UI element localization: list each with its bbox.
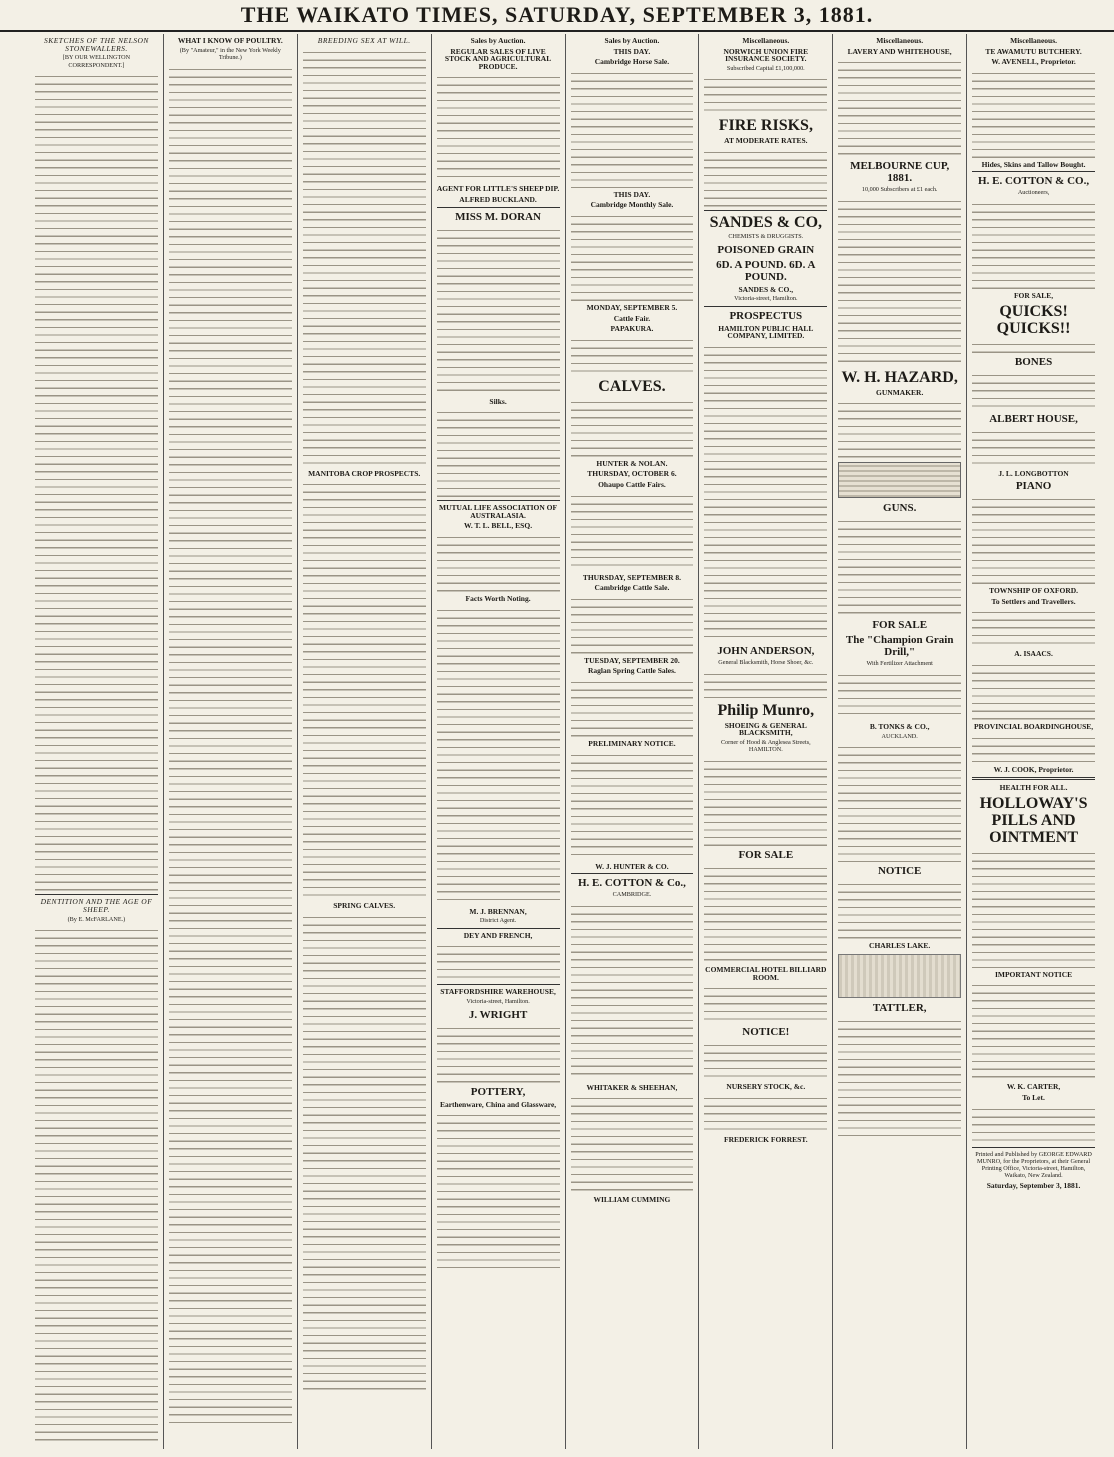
ad-heading: MELBOURNE CUP, 1881.	[850, 160, 950, 185]
ad-body	[704, 863, 827, 963]
ad-heading: ALBERT HOUSE,	[989, 412, 1078, 425]
ad-heading: PROSPECTUS	[729, 309, 803, 322]
horse-illustration	[838, 954, 961, 998]
divider	[972, 777, 1095, 780]
sale-title: PRELIMINARY NOTICE.	[588, 738, 676, 748]
ad-subheading: HAMILTON PUBLIC HALL COMPANY, LIMITED.	[718, 323, 814, 341]
ad-body	[972, 339, 1095, 353]
ad-body	[571, 594, 694, 654]
ad-body	[972, 427, 1095, 467]
sale-title: Cattle Fair.	[613, 313, 651, 323]
sale-date: TUESDAY, SEPTEMBER 20.	[584, 655, 680, 665]
ad-address: Corner of Hood & Anglesea Streets, HAMILTON.	[720, 738, 811, 754]
ad-body	[437, 941, 560, 981]
ad-heading: FIRE RISKS,	[718, 117, 813, 135]
ad-heading: GUNS.	[883, 502, 917, 515]
ad-body	[704, 1040, 827, 1080]
ad-body	[437, 72, 560, 182]
divider	[972, 171, 1095, 172]
sale-date: THIS DAY.	[613, 46, 651, 56]
ad-signature: M. J. BRENNAN,	[469, 906, 527, 916]
ad-body	[704, 983, 827, 1023]
ad-heading: FOR SALE,	[1013, 290, 1054, 300]
ad-body	[704, 756, 827, 846]
ad-body	[571, 491, 694, 571]
ad-heading: HOLLOWAY'S PILLS AND OINTMENT	[979, 794, 1088, 846]
ad-body	[972, 980, 1095, 1080]
ad-signature: ALFRED BUCKLAND.	[459, 194, 537, 204]
ad-subheading: With Fertilizer Attachment	[866, 660, 933, 668]
ad-signature: FREDERICK FORREST.	[724, 1134, 808, 1144]
ad-body	[972, 848, 1095, 968]
ad-signature: W. AVENELL, Proprietor.	[991, 57, 1076, 67]
ad-heading: TE AWAMUTU BUTCHERY.	[985, 46, 1082, 56]
ad-body	[437, 532, 560, 592]
sale-date: THIS DAY.	[613, 189, 651, 199]
column-1	[30, 34, 164, 1449]
divider	[437, 500, 560, 501]
divider	[35, 894, 158, 895]
ad-body	[838, 742, 961, 862]
sale-title: Raglan Spring Cattle Sales.	[587, 666, 676, 676]
ad-signature: District Agent.	[479, 917, 517, 925]
ad-price: 6D. A POUND. 6D. A POUND.	[716, 258, 816, 283]
ad-body	[972, 607, 1095, 647]
section-heading: Miscellaneous.	[1010, 36, 1057, 45]
ad-body	[838, 196, 961, 366]
ad-heading: HEALTH FOR ALL.	[999, 783, 1068, 793]
ad-heading: DEY AND FRENCH,	[463, 930, 533, 940]
ad-subheading: 10,000 Subscribers at £1 each.	[861, 186, 938, 194]
ad-body	[571, 1093, 694, 1193]
ad-body	[972, 660, 1095, 720]
ad-body	[437, 605, 560, 905]
column-7	[833, 34, 967, 1449]
ad-body	[571, 68, 694, 188]
ad-subheading: CHEMISTS & DRUGGISTS.	[728, 232, 804, 240]
article-byline: [BY OUR WELLINGTON CORRESPONDENT.]	[62, 54, 131, 69]
sale-title: Cambridge Monthly Sale.	[590, 200, 674, 210]
divider	[571, 873, 694, 874]
ad-heading: IMPORTANT NOTICE	[994, 969, 1073, 979]
ad-heading: FOR SALE	[738, 848, 794, 861]
ad-address: Victoria-street, Hamilton.	[734, 295, 798, 303]
ad-heading: TATTLER,	[872, 1001, 927, 1014]
ad-body	[972, 1104, 1095, 1144]
article-body	[35, 71, 158, 891]
ad-heading: Facts Worth Noting.	[465, 593, 531, 603]
sale-date: THURSDAY, OCTOBER 6.	[587, 469, 677, 479]
ad-subheading: Subscribed Capital £1,100,000.	[726, 64, 805, 72]
masthead-title: THE WAIKATO TIMES, SATURDAY, SEPTEMBER 3, 1881.	[240, 2, 874, 27]
ad-body	[838, 670, 961, 720]
ad-body	[972, 68, 1095, 158]
ad-location: CAMBRIDGE.	[612, 891, 652, 899]
ad-body	[838, 57, 961, 157]
ad-heading: FOR SALE	[872, 619, 928, 632]
article-body	[35, 925, 158, 1445]
ad-signature: CHARLES LAKE.	[869, 941, 931, 951]
ad-heading: NOTICE!	[742, 1026, 790, 1039]
ad-body	[437, 225, 560, 395]
ad-heading: H. E. COTTON & CO.,	[978, 175, 1090, 188]
ad-body	[437, 407, 560, 497]
ad-body	[571, 901, 694, 1081]
ad-signature: B. TONKS & CO.,	[869, 721, 930, 731]
gun-illustration	[838, 462, 961, 498]
ad-signature: SANDES & CO.,	[738, 284, 794, 294]
ad-subheading: AT MODERATE RATES.	[724, 136, 808, 146]
imprint: Printed and Published by GEORGE EDWARD MUNRO, for the Proprietors, at their General Printing Office, Victoria-street, Hamilton, Waikato, New Zealand.	[975, 1150, 1092, 1179]
ad-heading: To Let.	[1022, 1092, 1045, 1102]
section-heading: Sales by Auction.	[604, 36, 660, 45]
column-3	[298, 34, 432, 1449]
article-heading: MANITOBA CROP PROSPECTS.	[308, 468, 421, 478]
article-heading: WHAT I KNOW OF POULTRY.	[177, 36, 283, 45]
column-2	[164, 34, 298, 1449]
ad-signature: W. J. COOK, Proprietor.	[993, 764, 1074, 774]
ad-heading: QUICKS! QUICKS!!	[996, 302, 1071, 337]
ad-signature: W. J. HUNTER & CO.	[595, 861, 669, 871]
ad-heading: NURSERY STOCK, &c.	[726, 1082, 806, 1092]
masthead	[0, 0, 1114, 32]
article-heading: DENTITION AND THE AGE OF SHEEP.	[40, 897, 153, 914]
ad-subheading: To Settlers and Travellers.	[991, 596, 1076, 606]
ad-body	[972, 199, 1095, 289]
ad-body	[838, 1016, 961, 1136]
ad-heading: SANDES & CO,	[709, 213, 823, 231]
columns	[30, 34, 1100, 1449]
ad-heading: POISONED GRAIN	[717, 243, 815, 256]
ad-body	[972, 370, 1095, 410]
ad-body	[571, 335, 694, 375]
ad-body	[437, 1023, 560, 1083]
sale-date: THURSDAY, SEPTEMBER 8.	[582, 572, 682, 582]
ad-location: AUCKLAND.	[881, 732, 918, 740]
article-body	[303, 912, 426, 1392]
ad-heading: STAFFORDSHIRE WAREHOUSE,	[440, 987, 556, 997]
ad-address: Victoria-street, Hamilton.	[466, 997, 530, 1005]
ad-heading: Philip Munro,	[717, 701, 815, 719]
article-byline: (By E. McFARLANE.)	[67, 915, 126, 923]
ad-signature: HUNTER & NOLAN.	[596, 458, 668, 468]
sale-location: PAPAKURA.	[610, 324, 654, 334]
column-5	[566, 34, 700, 1449]
ad-heading: NORWICH UNION FIRE INSURANCE SOCIETY.	[723, 46, 809, 64]
ad-body	[704, 74, 827, 114]
ad-heading: J. WRIGHT	[468, 1008, 528, 1021]
ad-signature: A. ISAACS.	[1014, 649, 1053, 659]
price-list	[838, 516, 961, 616]
column-6	[699, 34, 833, 1449]
ad-body	[571, 211, 694, 301]
ad-body	[571, 750, 694, 860]
ad-body	[437, 1110, 560, 1270]
ad-subheading: General Blacksmith, Horse Shoer, &c.	[718, 658, 814, 666]
divider	[704, 306, 827, 307]
article-body	[303, 479, 426, 899]
article-byline: (By "Amateur," in the New York Weekly Tribune.)	[179, 46, 281, 62]
ad-heading: REGULAR SALES OF LIVE STOCK AND AGRICULTURAL PRODUCE.	[444, 46, 552, 71]
ad-heading: COMMERCIAL HOTEL BILLIARD ROOM.	[705, 964, 827, 982]
ad-heading: Hides, Skins and Tallow Bought.	[981, 159, 1086, 169]
ad-heading: NOTICE	[877, 865, 922, 878]
divider	[972, 1147, 1095, 1148]
section-heading: Sales by Auction.	[470, 36, 526, 45]
ad-heading: LAVERY AND WHITEHOUSE,	[847, 46, 952, 56]
column-8	[967, 34, 1100, 1449]
ad-subheading: Earthenware, China and Glassware,	[439, 1099, 557, 1109]
ad-body	[838, 879, 961, 939]
ad-body	[972, 733, 1095, 763]
ad-signature: W. T. L. BELL, ESQ.	[464, 521, 533, 531]
ad-signature: WILLIAM CUMMING	[593, 1195, 671, 1205]
section-heading: Miscellaneous.	[742, 36, 790, 45]
divider	[437, 984, 560, 985]
ad-signature: J. L. LONGBOTTON	[998, 468, 1069, 478]
ad-signature: WHITAKER & SHEEHAN,	[586, 1082, 678, 1092]
ad-heading: MISS M. DORAN	[455, 210, 541, 223]
ad-body	[571, 677, 694, 737]
ad-heading: PIANO	[1015, 480, 1052, 493]
ad-heading: W. H. HAZARD,	[841, 368, 958, 386]
sale-title: CALVES.	[598, 377, 666, 395]
sale-date: MONDAY, SEPTEMBER 5.	[586, 302, 678, 312]
ad-signature: W. K. CARTER,	[1006, 1082, 1061, 1092]
article-body	[303, 47, 426, 467]
sale-title: Cambridge Cattle Sale.	[594, 583, 670, 593]
ad-body	[704, 342, 827, 642]
divider	[437, 928, 560, 929]
ad-body	[571, 397, 694, 457]
ad-body	[704, 669, 827, 699]
ad-heading: The "Champion Grain Drill,"	[845, 634, 954, 659]
article-body	[169, 64, 292, 1424]
sale-title: Ohaupo Cattle Fairs.	[598, 479, 666, 489]
divider	[704, 210, 827, 211]
ad-heading: TOWNSHIP OF OXFORD.	[989, 586, 1079, 596]
column-4	[432, 34, 566, 1449]
ad-heading: Silks.	[489, 396, 507, 406]
article-heading: SKETCHES OF THE NELSON STONEWALLERS.	[43, 36, 149, 53]
ad-subheading: SHOEING & GENERAL BLACKSMITH,	[724, 720, 807, 738]
section-heading: Miscellaneous.	[876, 36, 924, 45]
ad-body	[704, 1093, 827, 1133]
ad-subheading: Auctioneers,	[1017, 189, 1050, 197]
ad-heading: POTTERY,	[470, 1085, 526, 1098]
ad-body	[838, 398, 961, 458]
ad-subheading: GUNMAKER.	[876, 387, 924, 397]
imprint-date: Saturday, September 3, 1881.	[986, 1180, 1081, 1190]
ad-heading: JOHN ANDERSON,	[717, 644, 815, 657]
ad-body	[704, 147, 827, 207]
divider	[437, 207, 560, 208]
ad-heading: H. E. COTTON & Co.,	[577, 877, 686, 890]
ad-heading: MUTUAL LIFE ASSOCIATION OF AUSTRALASIA.	[439, 503, 558, 520]
ad-heading: PROVINCIAL BOARDINGHOUSE,	[973, 721, 1094, 731]
article-heading: BREEDING SEX AT WILL.	[317, 36, 411, 45]
article-heading: SPRING CALVES.	[333, 901, 396, 911]
ad-body	[972, 494, 1095, 584]
sale-title: Cambridge Horse Sale.	[594, 57, 670, 67]
ad-heading: BONES	[1014, 355, 1053, 368]
ad-heading: AGENT FOR LITTLE'S SHEEP DIP.	[436, 184, 560, 194]
